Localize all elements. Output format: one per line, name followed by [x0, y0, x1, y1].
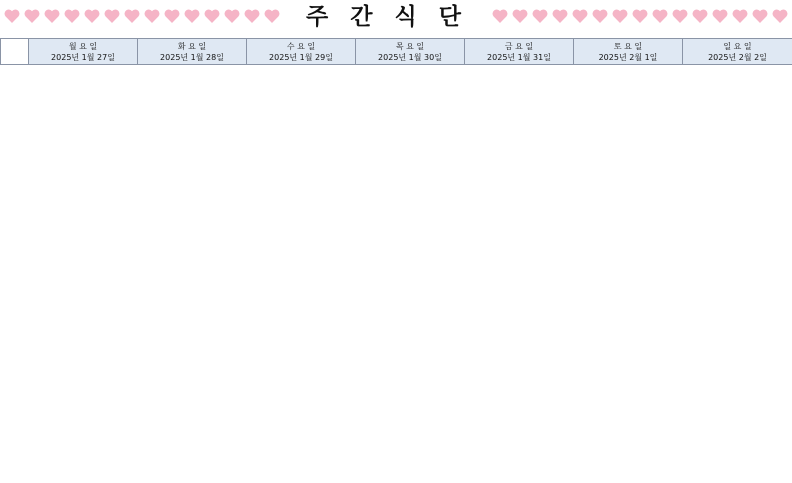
- day-header-sun: [683, 39, 792, 65]
- day-header-mon: [29, 39, 138, 65]
- heart-icon: [184, 9, 200, 23]
- day-date: 2025년 1월 27일: [51, 52, 115, 62]
- heart-icon: [592, 9, 608, 23]
- day-date: 2025년 2월 2일: [708, 52, 767, 62]
- day-name: 월 요 일: [68, 41, 98, 51]
- heart-icon: [752, 9, 768, 23]
- heart-icon: [204, 9, 220, 23]
- heart-icon: [492, 9, 508, 23]
- day-date: 2025년 1월 28일: [160, 52, 224, 62]
- title-banner: [0, 0, 792, 34]
- heart-icon: [104, 9, 120, 23]
- page-title: 주 간 식 단: [306, 4, 468, 30]
- heart-icon: [244, 9, 260, 23]
- day-date: 2025년 1월 31일: [487, 52, 551, 62]
- heart-icon: [124, 9, 140, 23]
- heart-icon: [572, 9, 588, 23]
- day-name: 토 요 일: [613, 41, 643, 51]
- heart-icon: [4, 9, 20, 23]
- heart-icon: [512, 9, 528, 23]
- heart-icon: [612, 9, 628, 23]
- heart-icon: [552, 9, 568, 23]
- heart-border-left: [0, 5, 286, 27]
- heart-icon: [532, 9, 548, 23]
- day-name: 일 요 일: [723, 41, 752, 51]
- heart-icon: [24, 9, 40, 23]
- day-name: 화 요 일: [177, 41, 207, 51]
- heart-icon: [144, 9, 160, 23]
- day-name: 목 요 일: [395, 41, 425, 51]
- corner-cell: [1, 39, 29, 65]
- day-header-sat: [574, 39, 683, 65]
- day-header-wed: [247, 39, 356, 65]
- heart-icon: [652, 9, 668, 23]
- day-header-thu: [356, 39, 465, 65]
- heart-icon: [264, 9, 280, 23]
- day-header-tue: [138, 39, 247, 65]
- heart-icon: [672, 9, 688, 23]
- day-date: 2025년 1월 29일: [269, 52, 333, 62]
- heart-icon: [712, 9, 728, 23]
- heart-icon: [224, 9, 240, 23]
- day-date: 2025년 1월 30일: [378, 52, 442, 62]
- day-header-fri: [465, 39, 574, 65]
- heart-icon: [772, 9, 788, 23]
- heart-icon: [632, 9, 648, 23]
- day-name: 금 요 일: [504, 41, 534, 51]
- heart-icon: [64, 9, 80, 23]
- heart-icon: [44, 9, 60, 23]
- day-date: 2025년 2월 1일: [598, 52, 658, 62]
- day-header-row: [1, 39, 792, 65]
- heart-icon: [692, 9, 708, 23]
- heart-border-right: [492, 5, 788, 27]
- heart-icon: [84, 9, 100, 23]
- weekly-menu-table: [0, 38, 792, 65]
- heart-icon: [732, 9, 748, 23]
- heart-icon: [164, 9, 180, 23]
- day-name: 수 요 일: [286, 41, 316, 51]
